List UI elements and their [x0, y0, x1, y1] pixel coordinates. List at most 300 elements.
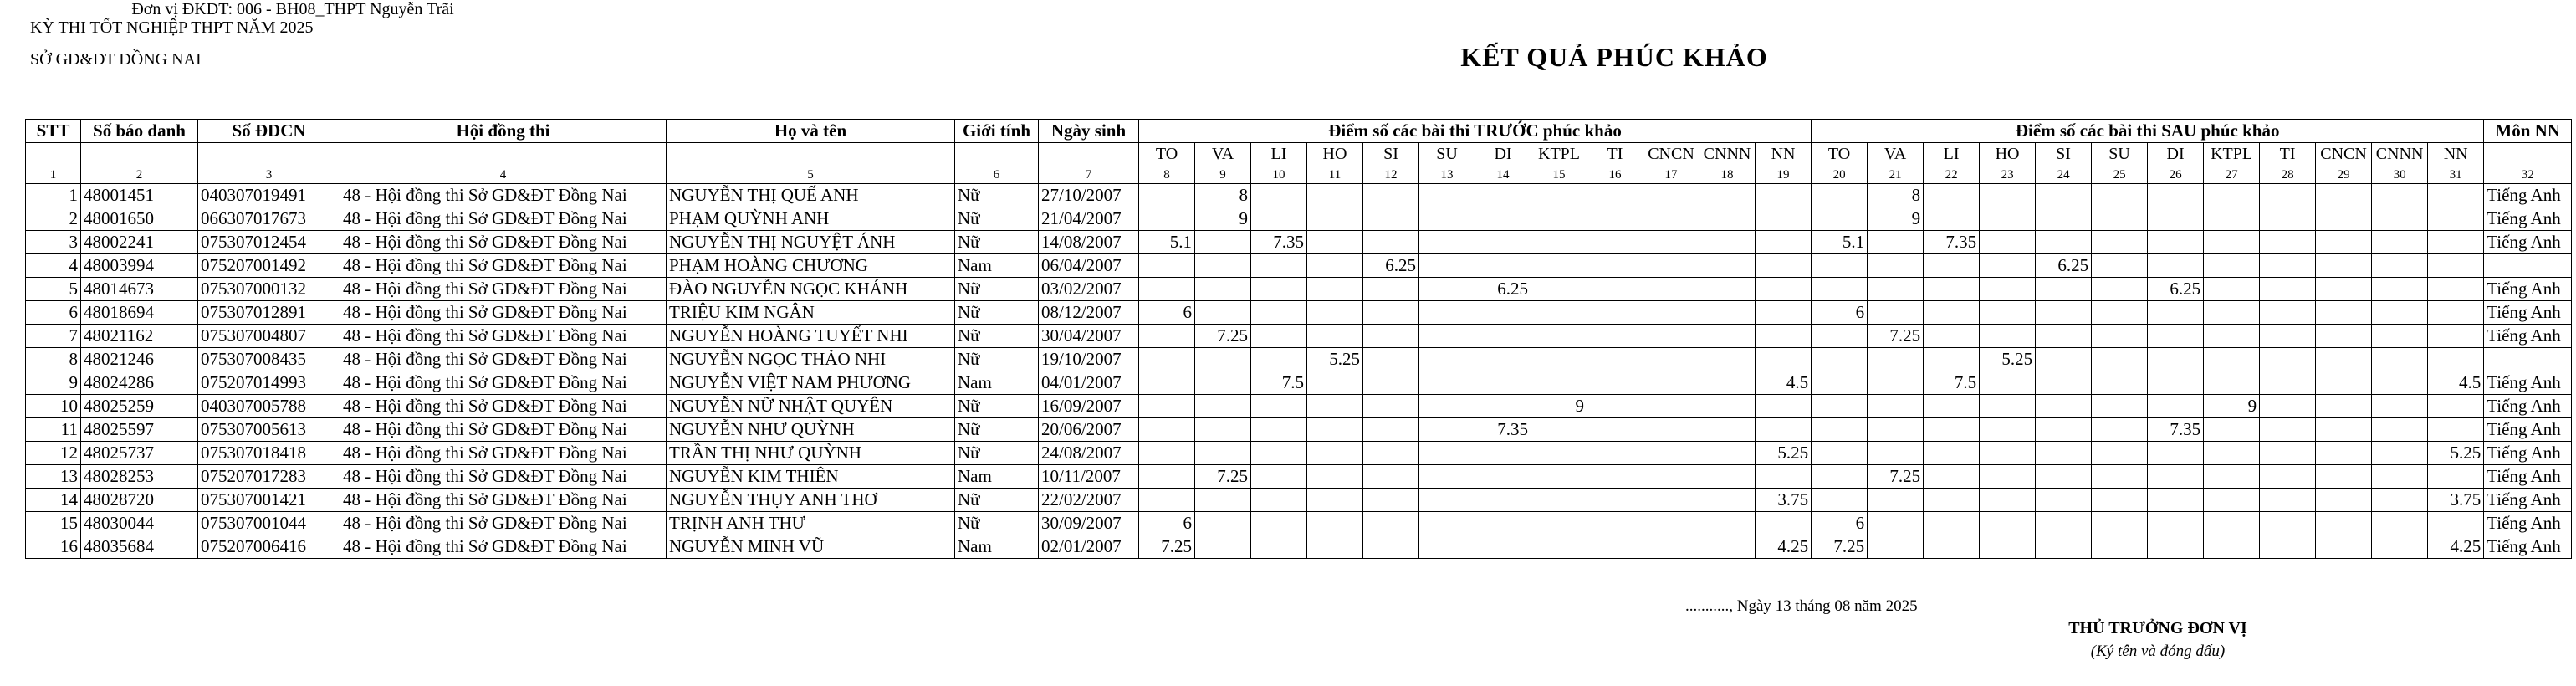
cell-score-after	[1868, 348, 1924, 371]
cell-score-before	[1756, 348, 1812, 371]
cell-score-after	[2260, 442, 2316, 465]
cell-score-before	[1139, 278, 1195, 301]
cell-score-after: 7.5	[1924, 371, 1980, 395]
cell-score-after	[2428, 418, 2484, 442]
cell-score-before	[1699, 442, 1756, 465]
cell-score-after	[1924, 278, 1980, 301]
cell-score-after: 5.1	[1812, 231, 1868, 254]
cell-sbd: 48018694	[81, 301, 198, 325]
cell-language	[2484, 348, 2572, 371]
cell-score-before	[1643, 418, 1699, 442]
cell-language	[2484, 254, 2572, 278]
cell-council: 48 - Hội đồng thi Sở GD&ĐT Đồng Nai	[340, 442, 667, 465]
cell-sbd: 48003994	[81, 254, 198, 278]
cell-score-before	[1475, 231, 1531, 254]
cell-score-after	[1980, 278, 2036, 301]
cell-council: 48 - Hội đồng thi Sở GD&ĐT Đồng Nai	[340, 254, 667, 278]
exam-unit: Đơn vị ĐKDT: 006 - BH08_THPT Nguyễn Trãi	[131, 0, 454, 18]
cell-council: 48 - Hội đồng thi Sở GD&ĐT Đồng Nai	[340, 184, 667, 207]
cell-stt: 14	[26, 489, 81, 512]
cell-score-before	[1699, 207, 1756, 231]
cell-ddcn: 075307008435	[198, 348, 340, 371]
cell-score-before: 6	[1139, 301, 1195, 325]
cell-score-after	[2316, 512, 2372, 535]
cell-score-before	[1307, 465, 1363, 489]
cell-score-before	[1251, 442, 1307, 465]
cell-score-before	[1251, 535, 1307, 559]
cell-score-after	[1868, 231, 1924, 254]
cell-score-before	[1251, 184, 1307, 207]
cell-sbd: 48025259	[81, 395, 198, 418]
cell-sbd: 48030044	[81, 512, 198, 535]
cell-score-before	[1419, 442, 1475, 465]
cell-score-before	[1307, 395, 1363, 418]
subject-header-after-su: SU	[2092, 143, 2148, 166]
table-row	[26, 371, 2572, 395]
cell-score-after	[2092, 254, 2148, 278]
column-number: 21	[1868, 166, 1924, 184]
cell-score-before	[1475, 535, 1531, 559]
subject-header-after-cncn: CNCN	[2316, 143, 2372, 166]
table-row	[26, 207, 2572, 231]
cell-score-after	[1980, 184, 2036, 207]
cell-score-after	[2316, 395, 2372, 418]
column-number: 31	[2428, 166, 2484, 184]
column-number: 15	[1531, 166, 1587, 184]
subject-header-after-cnnn: CNNN	[2372, 143, 2428, 166]
cell-score-after: 4.5	[2428, 371, 2484, 395]
subject-header-after-to: TO	[1812, 143, 1868, 166]
cell-score-after	[1924, 348, 1980, 371]
cell-score-before: 3.75	[1756, 489, 1812, 512]
cell-score-after: 5.25	[2428, 442, 2484, 465]
results-table	[25, 119, 2572, 559]
cell-gender: Nữ	[955, 278, 1039, 301]
cell-score-after	[2204, 278, 2260, 301]
cell-score-before	[1475, 489, 1531, 512]
cell-dob: 30/04/2007	[1039, 325, 1139, 348]
cell-score-after	[2036, 442, 2092, 465]
cell-score-after	[2036, 301, 2092, 325]
col-header-stt: STT	[26, 120, 81, 143]
cell-score-after	[2092, 301, 2148, 325]
cell-score-after	[2428, 207, 2484, 231]
cell-score-after	[2036, 348, 2092, 371]
cell-gender: Nữ	[955, 489, 1039, 512]
cell-score-after	[1924, 325, 1980, 348]
cell-score-before	[1756, 395, 1812, 418]
cell-name: PHẠM QUỲNH ANH	[667, 207, 955, 231]
cell-stt: 8	[26, 348, 81, 371]
cell-score-before	[1419, 278, 1475, 301]
cell-score-before	[1699, 325, 1756, 348]
column-number: 11	[1307, 166, 1363, 184]
cell-score-before	[1475, 395, 1531, 418]
cell-score-after	[2260, 207, 2316, 231]
cell-language: Tiếng Anh	[2484, 489, 2572, 512]
subject-header-before-su: SU	[1419, 143, 1475, 166]
cell-score-before	[1756, 278, 1812, 301]
cell-score-after	[1924, 301, 1980, 325]
cell-dob: 19/10/2007	[1039, 348, 1139, 371]
cell-score-after	[2148, 348, 2204, 371]
cell-gender: Nữ	[955, 207, 1039, 231]
cell-score-after	[2036, 465, 2092, 489]
cell-score-before: 4.5	[1756, 371, 1812, 395]
cell-score-before	[1419, 371, 1475, 395]
cell-score-after	[1812, 442, 1868, 465]
cell-score-before	[1419, 325, 1475, 348]
date-line: ..........., Ngày 13 tháng 08 năm 2025	[1685, 597, 1918, 615]
cell-score-after	[2316, 465, 2372, 489]
cell-score-before	[1363, 489, 1419, 512]
column-number: 13	[1419, 166, 1475, 184]
cell-score-after	[1868, 512, 1924, 535]
cell-score-after	[1868, 254, 1924, 278]
subject-header-before-cnnn: CNNN	[1699, 143, 1756, 166]
cell-sbd: 48028253	[81, 465, 198, 489]
cell-ddcn: 075307018418	[198, 442, 340, 465]
cell-score-before: 5.1	[1139, 231, 1195, 254]
cell-score-after: 8	[1868, 184, 1924, 207]
cell-gender: Nam	[955, 254, 1039, 278]
cell-sbd: 48001650	[81, 207, 198, 231]
cell-score-after	[2092, 512, 2148, 535]
table-row	[26, 184, 2572, 207]
cell-score-after: 6.25	[2036, 254, 2092, 278]
cell-name: NGUYỄN HOÀNG TUYẾT NHI	[667, 325, 955, 348]
cell-score-after	[2260, 395, 2316, 418]
cell-gender: Nữ	[955, 184, 1039, 207]
cell-council: 48 - Hội đồng thi Sở GD&ĐT Đồng Nai	[340, 301, 667, 325]
cell-score-after	[1980, 371, 2036, 395]
cell-name: NGUYỄN VIỆT NAM PHƯƠNG	[667, 371, 955, 395]
cell-score-before: 9	[1531, 395, 1587, 418]
cell-score-before	[1363, 207, 1419, 231]
cell-stt: 13	[26, 465, 81, 489]
cell-score-after	[2260, 535, 2316, 559]
cell-score-after	[1812, 371, 1868, 395]
cell-score-after: 4.25	[2428, 535, 2484, 559]
col-header-dob: Ngày sinh	[1039, 120, 1139, 143]
cell-score-after	[2092, 278, 2148, 301]
cell-score-after	[2316, 442, 2372, 465]
cell-score-after	[2428, 325, 2484, 348]
cell-score-before	[1307, 184, 1363, 207]
cell-score-before	[1251, 207, 1307, 231]
cell-score-after	[1980, 465, 2036, 489]
cell-score-after	[2260, 371, 2316, 395]
cell-score-before	[1139, 442, 1195, 465]
cell-score-before	[1195, 489, 1251, 512]
cell-score-after	[2428, 348, 2484, 371]
cell-score-before	[1699, 278, 1756, 301]
cell-score-after	[2204, 465, 2260, 489]
col-group-before: Điểm số các bài thi TRƯỚC phúc khảo	[1139, 120, 1812, 143]
cell-score-before: 7.5	[1251, 371, 1307, 395]
cell-ddcn: 075207006416	[198, 535, 340, 559]
cell-score-after	[1980, 301, 2036, 325]
cell-score-before	[1251, 489, 1307, 512]
cell-score-after	[2316, 348, 2372, 371]
cell-score-before	[1531, 465, 1587, 489]
cell-score-after	[2372, 184, 2428, 207]
cell-score-before	[1195, 418, 1251, 442]
cell-score-after	[1868, 489, 1924, 512]
cell-score-before	[1531, 325, 1587, 348]
cell-ddcn: 075207001492	[198, 254, 340, 278]
cell-score-after	[2204, 442, 2260, 465]
cell-score-before	[1307, 442, 1363, 465]
cell-score-after	[2316, 418, 2372, 442]
cell-dob: 22/02/2007	[1039, 489, 1139, 512]
cell-score-before	[1419, 418, 1475, 442]
cell-score-before	[1699, 184, 1756, 207]
cell-score-after	[2204, 348, 2260, 371]
cell-score-after	[2372, 395, 2428, 418]
cell-council: 48 - Hội đồng thi Sở GD&ĐT Đồng Nai	[340, 207, 667, 231]
cell-dob: 30/09/2007	[1039, 512, 1139, 535]
cell-name: ĐÀO NGUYỄN NGỌC KHÁNH	[667, 278, 955, 301]
cell-score-after: 7.25	[1868, 325, 1924, 348]
cell-council: 48 - Hội đồng thi Sở GD&ĐT Đồng Nai	[340, 231, 667, 254]
cell-language: Tiếng Anh	[2484, 184, 2572, 207]
cell-score-after	[2148, 512, 2204, 535]
cell-score-after	[2260, 278, 2316, 301]
cell-score-before	[1251, 418, 1307, 442]
cell-score-before	[1531, 418, 1587, 442]
table-row	[26, 325, 2572, 348]
cell-sbd: 48028720	[81, 489, 198, 512]
cell-score-after: 6	[1812, 512, 1868, 535]
table-row	[26, 535, 2572, 559]
cell-score-after	[1812, 418, 1868, 442]
cell-stt: 12	[26, 442, 81, 465]
cell-score-after	[1924, 395, 1980, 418]
table-row	[26, 301, 2572, 325]
cell-language: Tiếng Anh	[2484, 207, 2572, 231]
cell-stt: 9	[26, 371, 81, 395]
cell-score-after	[2204, 301, 2260, 325]
cell-score-after	[1812, 184, 1868, 207]
subject-spacer	[26, 143, 81, 166]
cell-score-after	[2316, 207, 2372, 231]
cell-stt: 5	[26, 278, 81, 301]
column-number: 26	[2148, 166, 2204, 184]
cell-score-before: 7.25	[1139, 535, 1195, 559]
cell-score-before	[1756, 254, 1812, 278]
cell-score-after	[2260, 512, 2316, 535]
subject-header-before-li: LI	[1251, 143, 1307, 166]
cell-score-before	[1587, 442, 1643, 465]
cell-score-after: 7.35	[2148, 418, 2204, 442]
cell-score-before: 7.35	[1475, 418, 1531, 442]
cell-stt: 11	[26, 418, 81, 442]
subject-header-after-si: SI	[2036, 143, 2092, 166]
cell-score-after	[1812, 278, 1868, 301]
cell-dob: 24/08/2007	[1039, 442, 1139, 465]
cell-score-before	[1587, 231, 1643, 254]
cell-score-before	[1363, 395, 1419, 418]
cell-score-before	[1531, 254, 1587, 278]
cell-score-before	[1139, 184, 1195, 207]
cell-score-before	[1195, 442, 1251, 465]
cell-ddcn: 066307017673	[198, 207, 340, 231]
cell-score-before	[1195, 512, 1251, 535]
column-number: 12	[1363, 166, 1419, 184]
cell-score-before	[1643, 348, 1699, 371]
cell-score-before	[1139, 371, 1195, 395]
cell-score-before: 7.25	[1195, 325, 1251, 348]
cell-score-before	[1195, 395, 1251, 418]
table-row	[26, 418, 2572, 442]
cell-score-before	[1419, 348, 1475, 371]
subject-header-before-to: TO	[1139, 143, 1195, 166]
subject-spacer	[81, 143, 198, 166]
cell-score-before	[1699, 489, 1756, 512]
cell-language: Tiếng Anh	[2484, 371, 2572, 395]
cell-name: NGUYỄN NGỌC THẢO NHI	[667, 348, 955, 371]
cell-name: NGUYỄN THỊ NGUYỆT ÁNH	[667, 231, 955, 254]
cell-name: NGUYỄN THỤY ANH THƠ	[667, 489, 955, 512]
cell-score-before: 7.25	[1195, 465, 1251, 489]
cell-score-before	[1419, 254, 1475, 278]
cell-council: 48 - Hội đồng thi Sở GD&ĐT Đồng Nai	[340, 418, 667, 442]
cell-stt: 10	[26, 395, 81, 418]
cell-score-before	[1475, 184, 1531, 207]
cell-stt: 1	[26, 184, 81, 207]
cell-score-before	[1363, 184, 1419, 207]
cell-score-before	[1419, 395, 1475, 418]
subject-header-before-va: VA	[1195, 143, 1251, 166]
cell-score-before	[1587, 301, 1643, 325]
cell-score-after	[2204, 418, 2260, 442]
column-number: 29	[2316, 166, 2372, 184]
table-row	[26, 442, 2572, 465]
cell-ddcn: 075207017283	[198, 465, 340, 489]
cell-score-before	[1363, 535, 1419, 559]
cell-score-after	[2148, 254, 2204, 278]
cell-ddcn: 075307012454	[198, 231, 340, 254]
cell-score-after	[2148, 207, 2204, 231]
cell-score-after	[1812, 348, 1868, 371]
cell-score-before: 4.25	[1756, 535, 1812, 559]
cell-score-after	[2372, 348, 2428, 371]
column-number: 20	[1812, 166, 1868, 184]
cell-score-after	[2372, 442, 2428, 465]
cell-name: TRẦN THỊ NHƯ QUỲNH	[667, 442, 955, 465]
cell-score-after	[1868, 442, 1924, 465]
cell-ddcn: 075207014993	[198, 371, 340, 395]
cell-score-before	[1363, 371, 1419, 395]
cell-score-after	[2204, 371, 2260, 395]
cell-score-before	[1307, 371, 1363, 395]
cell-score-after	[2204, 184, 2260, 207]
cell-score-after	[1868, 418, 1924, 442]
col-header-gender: Giới tính	[955, 120, 1039, 143]
cell-score-before	[1307, 207, 1363, 231]
cell-score-before	[1531, 512, 1587, 535]
cell-score-before	[1587, 348, 1643, 371]
cell-gender: Nữ	[955, 348, 1039, 371]
cell-name: NGUYỄN KIM THIÊN	[667, 465, 955, 489]
cell-score-before	[1699, 418, 1756, 442]
cell-score-after	[2316, 489, 2372, 512]
column-number: 2	[81, 166, 198, 184]
cell-score-after	[2204, 489, 2260, 512]
cell-language: Tiếng Anh	[2484, 395, 2572, 418]
table-row	[26, 512, 2572, 535]
cell-score-before	[1251, 301, 1307, 325]
cell-score-after	[2092, 535, 2148, 559]
cell-score-before	[1251, 348, 1307, 371]
cell-score-before	[1531, 231, 1587, 254]
cell-score-before	[1699, 465, 1756, 489]
cell-score-before	[1195, 301, 1251, 325]
cell-score-after	[2036, 325, 2092, 348]
cell-dob: 06/04/2007	[1039, 254, 1139, 278]
cell-gender: Nữ	[955, 442, 1039, 465]
cell-name: NGUYỄN NHƯ QUỲNH	[667, 418, 955, 442]
cell-score-before	[1363, 348, 1419, 371]
subject-spacer	[667, 143, 955, 166]
cell-language: Tiếng Anh	[2484, 512, 2572, 535]
cell-council: 48 - Hội đồng thi Sở GD&ĐT Đồng Nai	[340, 371, 667, 395]
subject-header-before-di: DI	[1475, 143, 1531, 166]
cell-score-after	[2260, 254, 2316, 278]
column-number: 17	[1643, 166, 1699, 184]
cell-score-before	[1475, 512, 1531, 535]
column-number: 14	[1475, 166, 1531, 184]
subject-spacer	[1039, 143, 1139, 166]
results-body	[26, 166, 2572, 559]
cell-score-before	[1419, 535, 1475, 559]
cell-language: Tiếng Anh	[2484, 301, 2572, 325]
cell-name: PHẠM HOÀNG CHƯƠNG	[667, 254, 955, 278]
subject-header-after-ktpl: KTPL	[2204, 143, 2260, 166]
cell-score-after	[2260, 418, 2316, 442]
table-row	[26, 465, 2572, 489]
cell-score-before	[1307, 512, 1363, 535]
cell-sbd: 48025597	[81, 418, 198, 442]
column-number: 10	[1251, 166, 1307, 184]
cell-score-before	[1531, 348, 1587, 371]
cell-score-after: 6.25	[2148, 278, 2204, 301]
cell-score-after	[2036, 535, 2092, 559]
cell-score-after	[2372, 254, 2428, 278]
header-row	[26, 120, 2572, 143]
cell-score-before	[1363, 301, 1419, 325]
cell-score-before	[1643, 254, 1699, 278]
cell-score-before: 6.25	[1475, 278, 1531, 301]
cell-ddcn: 075307000132	[198, 278, 340, 301]
subject-spacer	[198, 143, 340, 166]
col-header-sbd: Số báo danh	[81, 120, 198, 143]
cell-score-after	[2428, 278, 2484, 301]
column-number: 5	[667, 166, 955, 184]
cell-score-after	[2148, 184, 2204, 207]
cell-score-before	[1419, 207, 1475, 231]
cell-score-before	[1531, 442, 1587, 465]
cell-ddcn: 040307019491	[198, 184, 340, 207]
cell-score-before	[1699, 512, 1756, 535]
cell-score-after: 7.25	[1812, 535, 1868, 559]
cell-score-after: 6	[1812, 301, 1868, 325]
cell-score-after	[2204, 325, 2260, 348]
cell-score-after	[2092, 395, 2148, 418]
cell-score-before	[1195, 254, 1251, 278]
cell-score-before	[1756, 231, 1812, 254]
